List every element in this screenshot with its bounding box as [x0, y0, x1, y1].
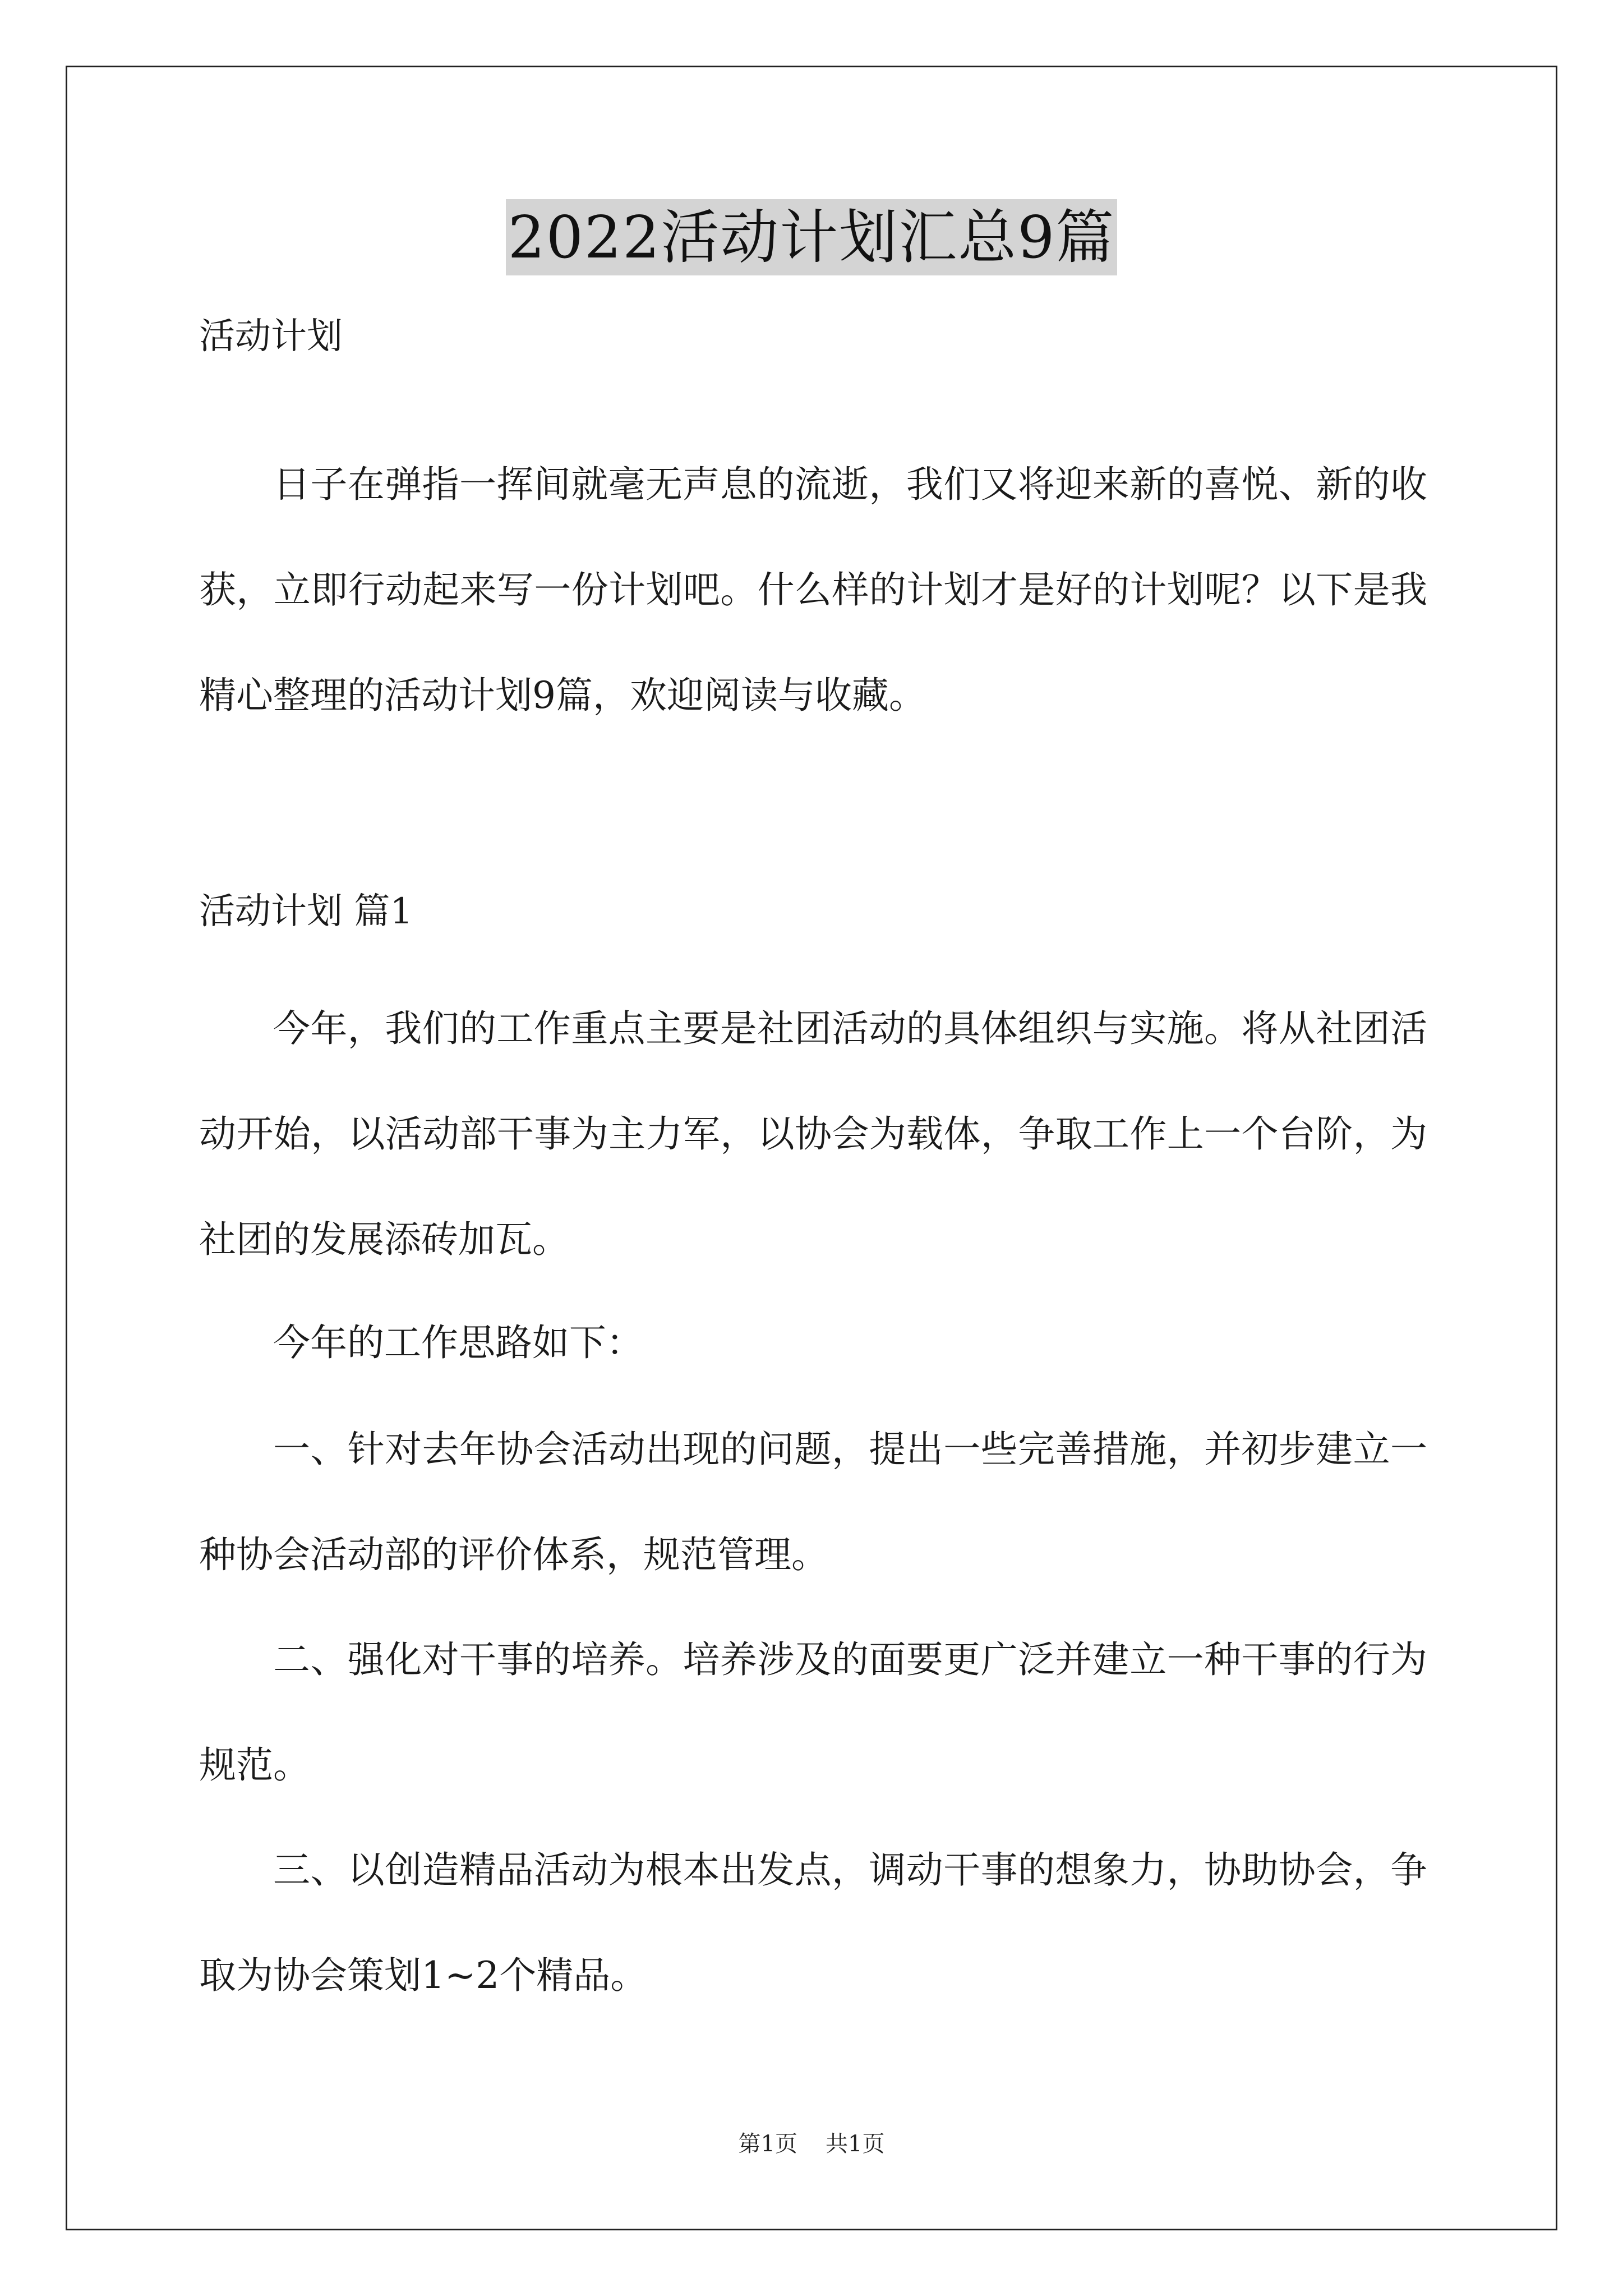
body-paragraph-3: 一、针对去年协会活动出现的问题，提出一些完善措施，并初步建立一种协会活动部的评价体系，规范管理。 [199, 1428, 1427, 1576]
page-number-total: 共1页 [826, 2131, 885, 2157]
page-number-current: 第1页 [738, 2131, 797, 2157]
page-footer [0, 2126, 1623, 2158]
section-label: 活动计划 [199, 316, 343, 357]
intro-paragraph: 日子在弹指一挥间就毫无声息的流逝，我们又将迎来新的喜悦、新的收获，立即行动起来写一份计划吧。什么样的计划才是好的计划呢？以下是我精心整理的活动计划9篇，欢迎阅读与收藏。 [199, 463, 1427, 717]
title-container [0, 199, 1623, 275]
body-paragraph-4: 二、强化对干事的培养。培养涉及的面要更广泛并建立一种干事的行为规范。 [199, 1638, 1427, 1787]
body-paragraph-5: 三、以创造精品活动为根本出发点，调动干事的想象力，协助协会，争取为协会策划1~2个精品。 [199, 1848, 1427, 1997]
body-paragraph-1: 今年，我们的工作重点主要是社团活动的具体组织与实施。将从社团活动开始，以活动部干事为主力军，以协会为载体，争取工作上一个台阶，为社团的发展添砖加瓦。 [199, 1007, 1427, 1261]
article-heading: 活动计划 篇1 [199, 891, 413, 932]
body-paragraph-2: 今年的工作思路如下： [273, 1321, 643, 1364]
document-title: 2022活动计划汇总9篇 [506, 199, 1118, 275]
